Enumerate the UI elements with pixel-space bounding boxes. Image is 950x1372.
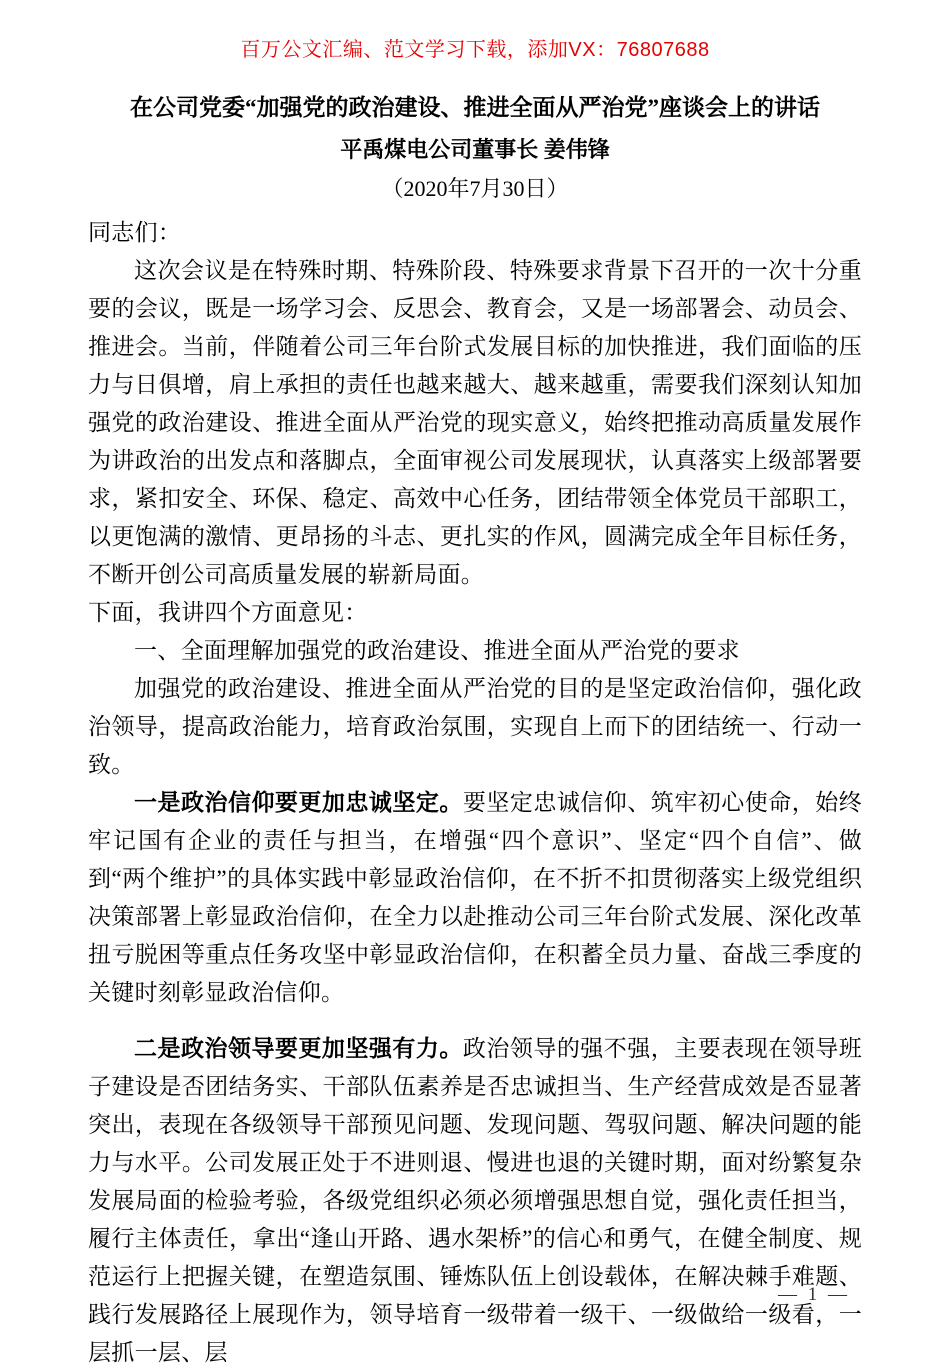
paragraph-section-intro: 加强党的政治建设、推进全面从严治党的目的是坚定政治信仰，强化政治领导，提高政治能力，培育政治氛围，实现自上而下的团结统一、行动一致。: [88, 676, 862, 777]
salutation: 同志们：: [88, 220, 182, 245]
point-1-lead: 一是政治信仰要更加忠诚坚定。: [134, 790, 463, 815]
point-2-lead: 二是政治领导要更加坚强有力。: [134, 1036, 463, 1061]
date-line: （2020年7月30日）: [381, 176, 569, 201]
author-line: 平禹煤电公司董事长 姜伟锋: [340, 137, 610, 162]
point-2-body: 政治领导的强不强，主要表现在领导班子建设是否团结务实、干部队伍素养是否忠诚担当、生产经营成效是否显著突出，表现在各级领导干部预见问题、发现问题、驾驭问题、解决问题的能力与水平。公司发展正处于不进则退、慢进也退的关键时期，面对纷繁复杂发展局面的检验考验，各级党组织必须必须增强思想自觉，强化责任担当，履行主体责任，拿出“逢山开路、遇水架桥”的信心和勇气，在健全制度、规范运行上把握关键，在塑造氛围、锤炼队伍上创设载体，在解决棘手难题、践行发展路径上展现作为，领导培育一级带着一级干、一级做给一级看，一层抓一层、层: [88, 1036, 862, 1365]
paragraph-opening: 这次会议是在特殊时期、特殊阶段、特殊要求背景下召开的一次十分重要的会议，既是一场学习会、反思会、教育会，又是一场部署会、动员会、推进会。当前，伴随着公司三年台阶式发展目标的加快推进，我们面临的压力与日俱增，肩上承担的责任也越来越大、越来越重，需要我们深刻认知加强党的政治建设、推进全面从严治党的现实意义，始终把推动高质量发展作为讲政治的出发点和落脚点，全面审视公司发展现状，认真落实上级部署要求，紧扣安全、环保、稳定、高效中心任务，团结带领全体党员干部职工，以更饱满的激情、更昂扬的斗志、更扎实的作风，圆满完成全年目标任务，不断开创公司高质量发展的崭新局面。: [88, 258, 862, 587]
paragraph-point-1: [88, 784, 862, 1012]
paragraph-transition: 下面，我讲四个方面意见：: [88, 600, 368, 625]
paragraph-point-2: [88, 1030, 862, 1372]
section-heading-1: 一、全面理解加强党的政治建设、推进全面从严治党的要求: [134, 638, 740, 663]
point-1-body: 要坚定忠诚信仰、筑牢初心使命，始终牢记国有企业的责任与担当，在增强“四个意识”、坚定“四个自信”、做到“两个维护”的具体实践中彰显政治信仰，在不折不扣贯彻落实上级党组织决策部署上彰显政治信仰，在全力以赴推动公司三年台阶式发展、深化改革扭亏脱困等重点任务攻坚中彰显政治信仰，在积蓄全员力量、奋战三季度的关键时刻彰显政治信仰。: [88, 790, 862, 1005]
document-title: 在公司党委“加强党的政治建设、推进全面从严治党”座谈会上的讲话: [130, 95, 820, 120]
promo-header: 百万公文汇编、范文学习下载，添加VX：76807688: [240, 39, 710, 61]
page-number: — 1 —: [778, 1284, 850, 1305]
document-body: [88, 214, 862, 1372]
